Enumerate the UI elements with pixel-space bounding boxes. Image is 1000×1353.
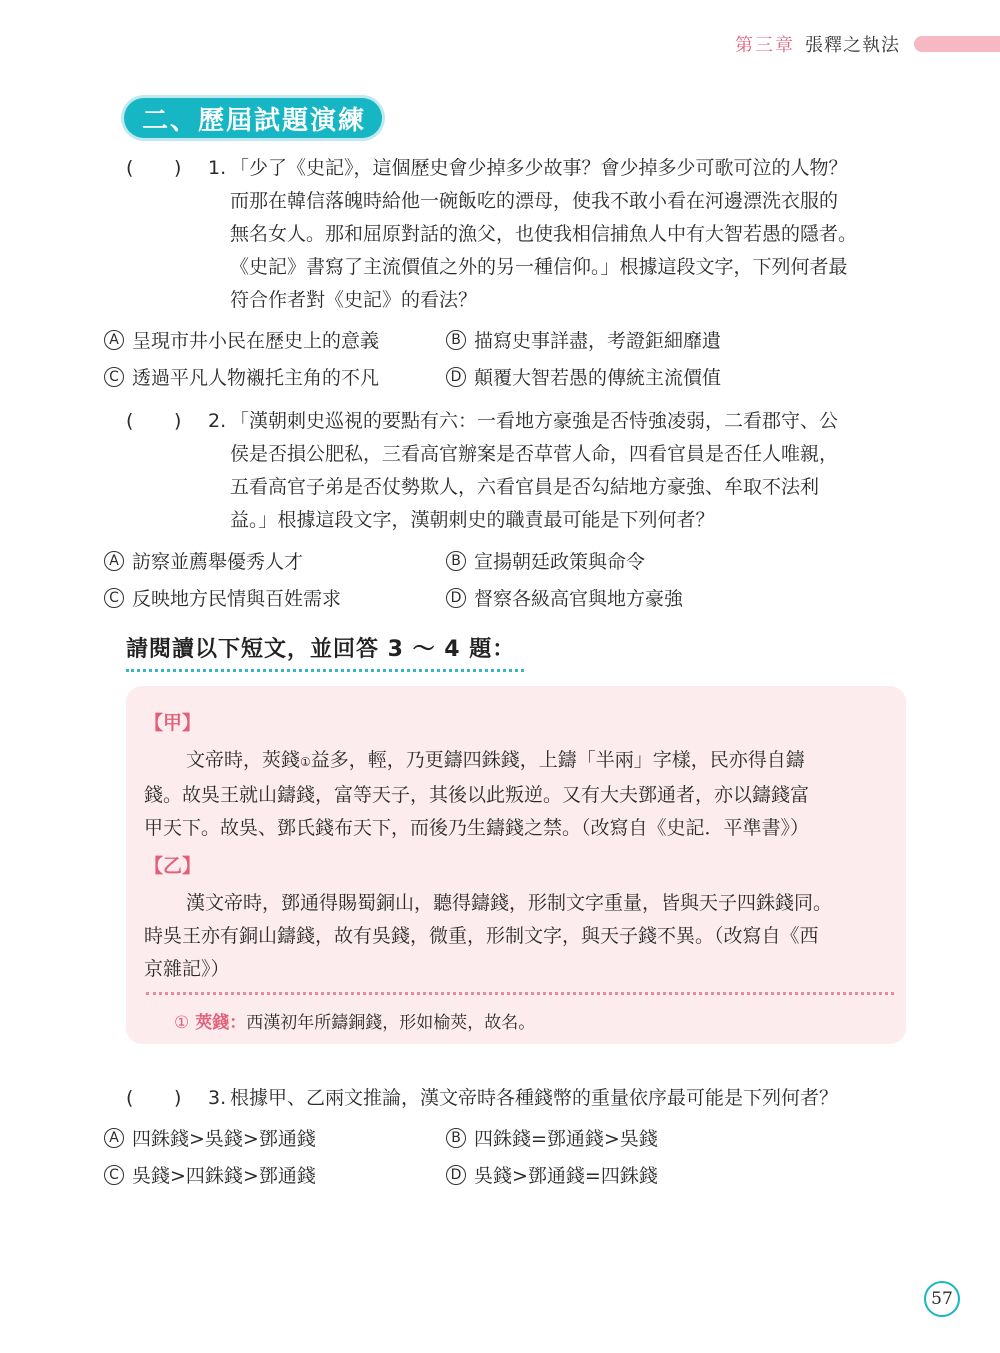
passage-box <box>126 686 906 1044</box>
answer-paren-open: ( <box>126 157 134 179</box>
option-c[interactable] <box>104 363 379 390</box>
option-letter: C <box>104 588 124 608</box>
question-stem-line: 符合作者對《史記》的看法？ <box>230 289 478 311</box>
option-a[interactable] <box>104 1124 316 1151</box>
question-stem-line: 根據甲、乙兩文推論，漢文帝時各種錢幣的重量依序最可能是下列何者？ <box>230 1087 839 1109</box>
option-text: 宣揚朝廷政策與命令 <box>474 551 646 573</box>
section-title: 二、歷屆試題演練 <box>124 98 382 138</box>
footnote-ref-mark: ① <box>300 755 311 769</box>
answer-paren-open: ( <box>126 410 134 432</box>
option-text: 吳錢>四銖錢>鄧通錢 <box>132 1165 316 1187</box>
answer-paren-open: ( <box>126 1087 134 1109</box>
option-letter: D <box>446 1165 466 1185</box>
footnote-divider <box>146 992 894 995</box>
option-c[interactable] <box>104 1161 316 1188</box>
passage-line: 錢。故吳王就山鑄錢，富等天子，其後以此叛逆。又有大夫鄧通者，亦以鑄錢富 <box>144 784 810 806</box>
footnote <box>174 1008 535 1033</box>
passage-line: 甲天下。故吳、鄧氏錢布天下，而後乃生鑄錢之禁。（改寫自《史記．平準書》） <box>144 817 810 839</box>
option-text: 四銖錢>吳錢>鄧通錢 <box>132 1128 316 1150</box>
answer-paren-close: ) <box>174 410 182 432</box>
question-stem-line: 《史記》書寫了主流價值之外的另一種信仰。」根據這段文字，下列何者最 <box>230 256 848 278</box>
option-letter: A <box>104 330 124 350</box>
option-text: 呈現市井小民在歷史上的意義 <box>132 330 380 352</box>
option-d[interactable] <box>446 584 683 611</box>
answer-paren-close: ) <box>174 157 182 179</box>
passage-jia-tag: 【甲】 <box>144 712 202 734</box>
option-letter: A <box>104 1128 124 1148</box>
passage-jia-text <box>144 744 894 845</box>
option-letter: C <box>104 1165 124 1185</box>
option-letter: B <box>446 551 466 571</box>
question-stem-line: 益。」根據這段文字，漢朝刺史的職責最可能是下列何者？ <box>230 509 715 531</box>
question-stem-line: 無名女人。那和屈原對話的漁父，也使我相信捕魚人中有大智若愚的隱者。 <box>230 223 858 245</box>
question-1 <box>126 152 916 311</box>
passage-line: 時吳王亦有銅山鑄錢，故有吳錢，微重，形制文字，與天子錢不異。（改寫自《西 <box>144 925 819 947</box>
passage-line: 京雜記》） <box>144 958 230 980</box>
option-text: 透過平凡人物襯托主角的不凡 <box>132 367 380 389</box>
passage-jia-line1-pre: 文帝時，莢錢 <box>186 749 301 771</box>
option-text: 督察各級高官與地方豪強 <box>474 588 684 610</box>
option-letter: B <box>446 330 466 350</box>
footnote-text: 西漢初年所鑄銅錢，形如榆莢，故名。 <box>246 1013 536 1033</box>
question-stem-line: 侯是否損公肥私，三看高官辦案是否草菅人命，四看官員是否任人唯親， <box>230 443 839 465</box>
footnote-term: 莢錢： <box>195 1013 247 1033</box>
option-a[interactable] <box>104 547 303 574</box>
option-c[interactable] <box>104 584 341 611</box>
option-text: 訪察並薦舉優秀人才 <box>132 551 304 573</box>
answer-paren-close: ) <box>174 1087 182 1109</box>
passage-line: 漢文帝時，鄧通得賜蜀銅山，聽得鑄錢，形制文字重量，皆與天子四銖錢同。 <box>186 892 833 914</box>
option-a[interactable] <box>104 326 379 353</box>
passage-jia-line1-post: 益多，輕，乃更鑄四銖錢，上鑄「半兩」字樣，民亦得自鑄 <box>310 749 805 771</box>
question-stem-line: 而那在韓信落魄時給他一碗飯吃的漂母，使我不敢小看在河邊漂洗衣服的 <box>230 190 839 212</box>
header-decoration-bar <box>914 36 1000 52</box>
page-number: 57 <box>924 1281 960 1317</box>
chapter-number: 第三章 <box>735 35 795 56</box>
question-stem-line: 「漢朝刺史巡視的要點有六：一看地方豪強是否恃強凌弱，二看郡守、公 <box>230 410 839 432</box>
option-text: 顛覆大智若愚的傳統主流價值 <box>474 367 722 389</box>
option-text: 描寫史事詳盡，考證鉅細靡遺 <box>474 330 722 352</box>
option-b[interactable] <box>446 1124 658 1151</box>
option-b[interactable] <box>446 326 721 353</box>
reading-heading: 請閱讀以下短文，並回答 3 ～ 4 題： <box>126 632 524 672</box>
question-3 <box>126 1082 916 1115</box>
question-stem-line: 「少了《史記》，這個歷史會少掉多少故事？會少掉多少可歌可泣的人物？ <box>230 157 848 179</box>
question-number: 3. <box>208 1087 227 1109</box>
question-number: 2. <box>208 410 227 432</box>
option-text: 四銖錢=鄧通錢>吳錢 <box>474 1128 658 1150</box>
option-d[interactable] <box>446 1161 658 1188</box>
question-stem-line: 五看高官子弟是否仗勢欺人，六看官員是否勾結地方豪強、牟取不法利 <box>230 476 820 498</box>
option-text: 反映地方民情與百姓需求 <box>132 588 342 610</box>
option-letter: A <box>104 551 124 571</box>
option-letter: B <box>446 1128 466 1148</box>
footnote-mark: ① <box>174 1013 190 1033</box>
option-letter: D <box>446 367 466 387</box>
question-number: 1. <box>208 157 227 179</box>
option-letter: C <box>104 367 124 387</box>
passage-jia-line1 <box>144 744 894 779</box>
option-letter: D <box>446 588 466 608</box>
passage-yi-text <box>144 887 894 986</box>
chapter-title: 張釋之執法 <box>805 35 900 56</box>
passage-yi-tag: 【乙】 <box>144 855 202 877</box>
question-2 <box>126 405 916 531</box>
option-b[interactable] <box>446 547 645 574</box>
option-text: 吳錢>鄧通錢=四銖錢 <box>474 1165 658 1187</box>
option-d[interactable] <box>446 363 721 390</box>
chapter-header <box>735 32 1000 56</box>
